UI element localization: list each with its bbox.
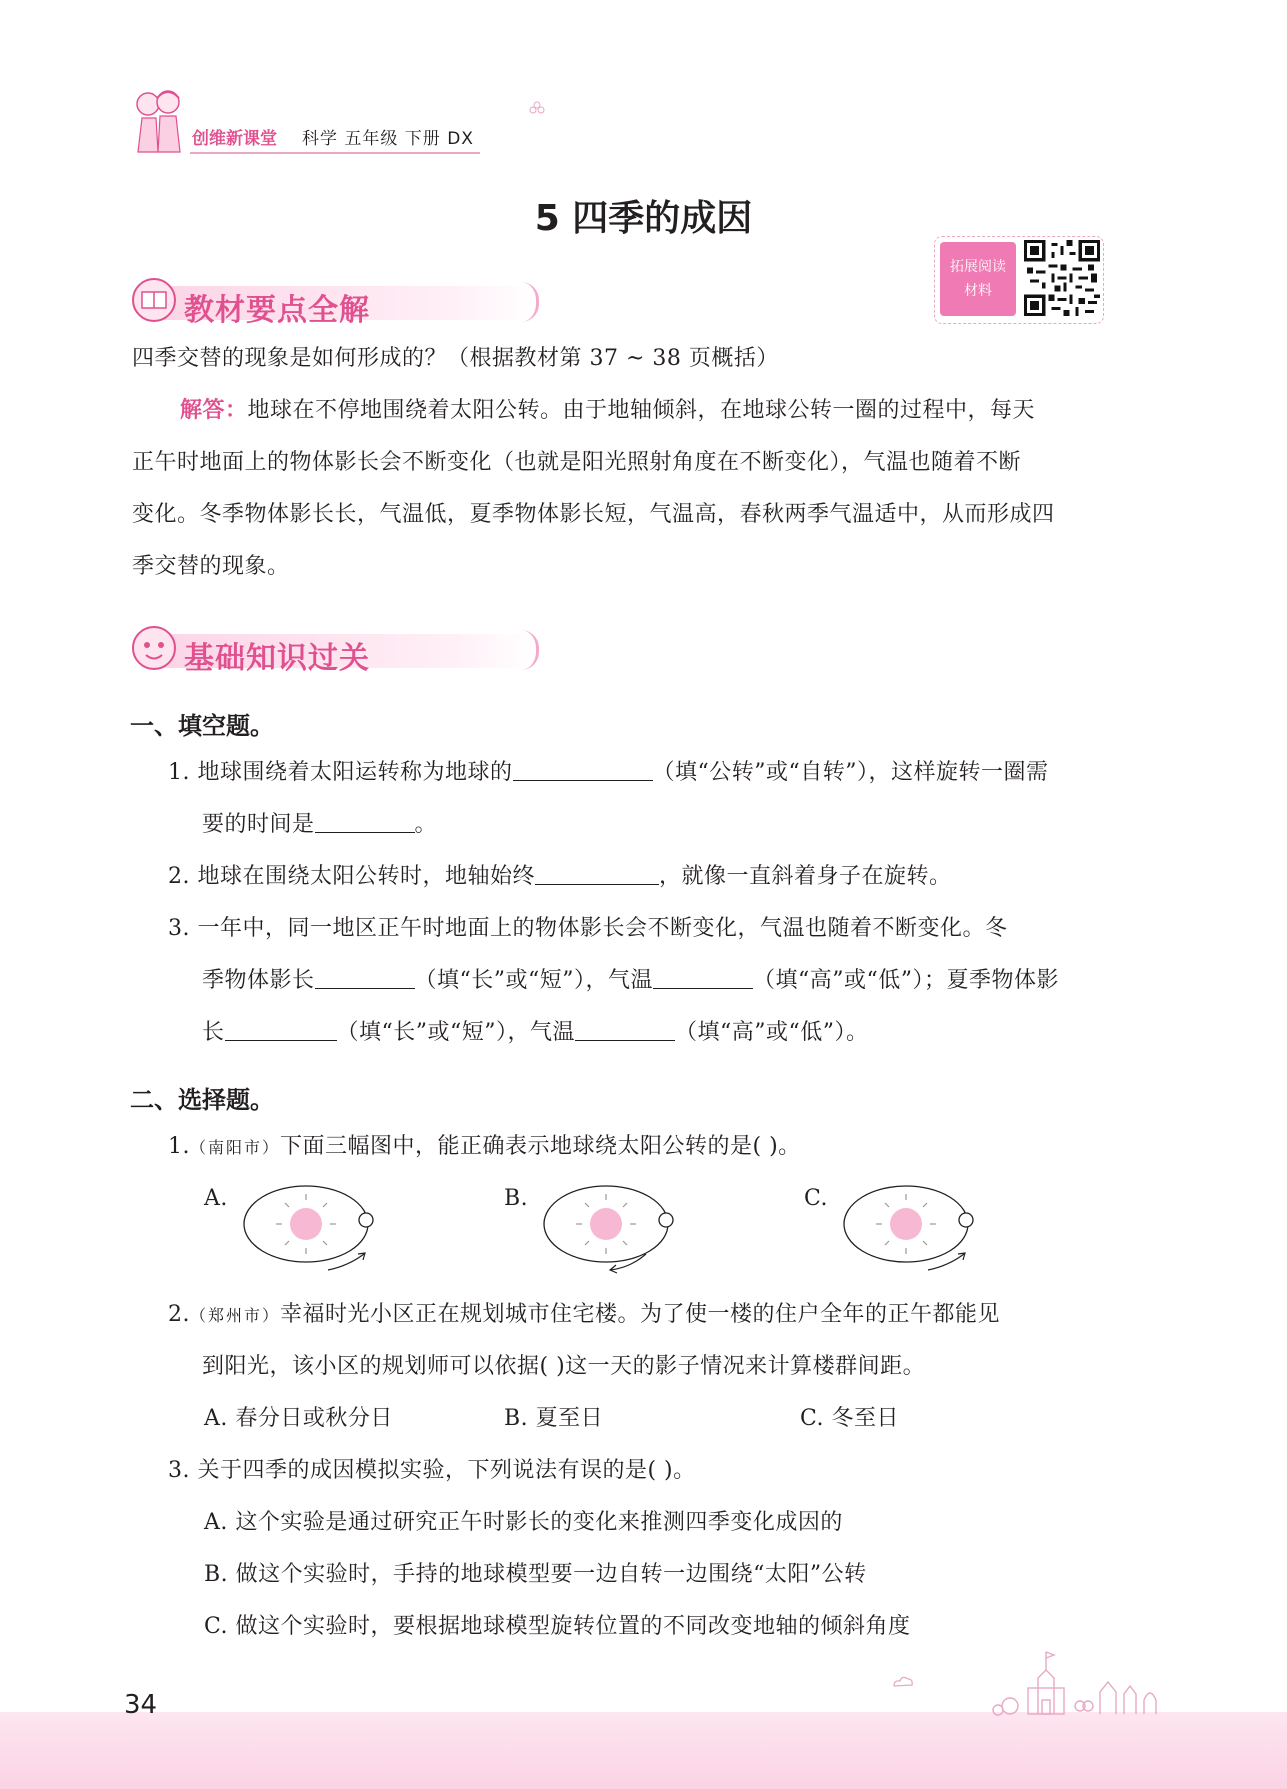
fill-q3-text-d: 长	[202, 1020, 225, 1045]
choice-heading: 二、选择题。	[130, 1086, 274, 1114]
fill-q2-text-b: ，就像一直斜着身子在旋转。	[659, 864, 952, 889]
source-tag: （郑州市）	[190, 1306, 281, 1325]
page-number: 34	[124, 1690, 158, 1720]
option-b-label[interactable]: B.	[504, 1186, 529, 1211]
section-banner-label: 基础知识过关	[184, 641, 370, 676]
children-mascot-icon	[128, 88, 186, 154]
choice-q2-option-a[interactable]: A. 春分日或秋分日	[204, 1406, 393, 1431]
flower-icon	[528, 100, 546, 118]
option-a-label[interactable]: A.	[204, 1186, 228, 1211]
section-banner-label: 教材要点全解	[184, 293, 370, 328]
answer-label: 解答：	[180, 398, 248, 423]
fill-q3-line2	[202, 954, 1059, 1007]
fill-q1-line2	[202, 798, 437, 851]
section-banner-basic-knowledge	[128, 620, 548, 676]
choice-q1-text: 下面三幅图中，能正确表示地球绕太阳公转的是( )。	[280, 1134, 801, 1159]
fill-q1-line1	[168, 746, 1049, 799]
choice-q3: 3. 关于四季的成因模拟实验，下列说法有误的是( )。	[168, 1458, 696, 1483]
section-banner-key-points	[128, 272, 548, 328]
fill-q3-text-f: （填“高”或“低”）。	[675, 1020, 869, 1045]
choice-q2-option-c[interactable]: C. 冬至日	[800, 1406, 900, 1431]
choice-q3-option-b[interactable]: B. 做这个实验时，手持的地球模型要一边自转一边围绕“太阳”公转	[204, 1562, 867, 1587]
orbit-diagram-b[interactable]	[536, 1178, 686, 1278]
qr-label	[940, 242, 1016, 316]
fill-q2	[168, 850, 952, 903]
thinking-mascot-icon	[130, 624, 178, 672]
choice-q2-line1	[168, 1288, 1000, 1342]
answer-blank[interactable]	[513, 754, 653, 781]
answer-line-1	[180, 384, 1035, 437]
answer-blank[interactable]	[575, 1014, 675, 1041]
choice-q2-line2: 到阳光，该小区的规划师可以依据( )这一天的影子情况来计算楼群间距。	[202, 1354, 926, 1379]
answer-text-1: 地球在不停地围绕着太阳公转。由于地轴倾斜，在地球公转一圈的过程中，每天	[247, 398, 1036, 423]
fill-q3-text-b: （填“长”或“短”），气温	[414, 968, 654, 993]
source-tag: （南阳市）	[190, 1138, 281, 1157]
fill-q1-text-d: 。	[414, 812, 438, 837]
fill-blank-heading: 一、填空题。	[130, 712, 274, 740]
option-c-label[interactable]: C.	[804, 1186, 829, 1211]
qr-code-icon[interactable]	[1024, 240, 1100, 316]
choice-q1-number: 1.	[168, 1134, 190, 1159]
fill-q3-text-a: 季物体影长	[202, 968, 315, 993]
fill-q1-text-b: （填“公转”或“自转”），这样旋转一圈需	[652, 760, 1049, 785]
page-title: 5 四季的成因	[534, 198, 753, 239]
fill-q1-text-c: 要的时间是	[202, 812, 315, 837]
fill-q1-text-a: 1. 地球围绕着太阳运转称为地球的	[168, 760, 513, 785]
fill-q3-line1: 3. 一年中，同一地区正午时地面上的物体影长会不断变化，气温也随着不断变化。冬	[168, 916, 1008, 941]
answer-line-2: 正午时地面上的物体影长会不断变化（也就是阳光照射角度在不断变化），气温也随着不断	[132, 450, 1022, 475]
answer-blank[interactable]	[535, 858, 659, 885]
fill-q3-text-c: （填“高”或“低”）；夏季物体影	[753, 968, 1060, 993]
answer-line-3: 变化。冬季物体影长长，气温低，夏季物体影长短，气温高，春秋两季气温适中，从而形成四	[132, 502, 1055, 527]
header-subject: 科学 五年级 下册 DX	[302, 129, 474, 149]
qr-label-line2: 材料	[964, 283, 992, 299]
cloud-icon	[890, 1672, 914, 1692]
answer-blank[interactable]	[315, 806, 415, 833]
book-mascot-icon	[130, 276, 178, 324]
choice-q2-number: 2.	[168, 1302, 190, 1327]
orbit-diagram-c[interactable]	[836, 1178, 986, 1278]
choice-q2-text: 幸福时光小区正在规划城市住宅楼。为了使一楼的住户全年的正午都能见	[280, 1302, 1001, 1327]
answer-line-4: 季交替的现象。	[132, 554, 290, 579]
footer-band	[0, 1712, 1287, 1789]
fill-q3-line3	[202, 1006, 869, 1059]
answer-blank[interactable]	[225, 1014, 337, 1041]
answer-blank[interactable]	[315, 962, 415, 989]
fill-q2-text-a: 2. 地球在围绕太阳公转时，地轴始终	[168, 864, 535, 889]
header-brand: 创维新课堂	[192, 129, 277, 149]
header-underline	[190, 152, 480, 154]
choice-q1	[168, 1120, 801, 1174]
castle-illustration-icon	[980, 1648, 1160, 1718]
choice-q3-option-a[interactable]: A. 这个实验是通过研究正午时影长的变化来推测四季变化成因的	[204, 1510, 843, 1535]
answer-blank[interactable]	[653, 962, 753, 989]
fill-q3-text-e: （填“长”或“短”），气温	[336, 1020, 576, 1045]
choice-q2-option-b[interactable]: B. 夏至日	[504, 1406, 604, 1431]
choice-q3-option-c[interactable]: C. 做这个实验时，要根据地球模型旋转位置的不同改变地轴的倾斜角度	[204, 1614, 911, 1639]
qr-label-line1: 拓展阅读	[950, 259, 1006, 275]
question-text: 四季交替的现象是如何形成的？（根据教材第 37 ~ 38 页概括）	[132, 346, 779, 371]
orbit-diagram-a[interactable]	[236, 1178, 386, 1278]
